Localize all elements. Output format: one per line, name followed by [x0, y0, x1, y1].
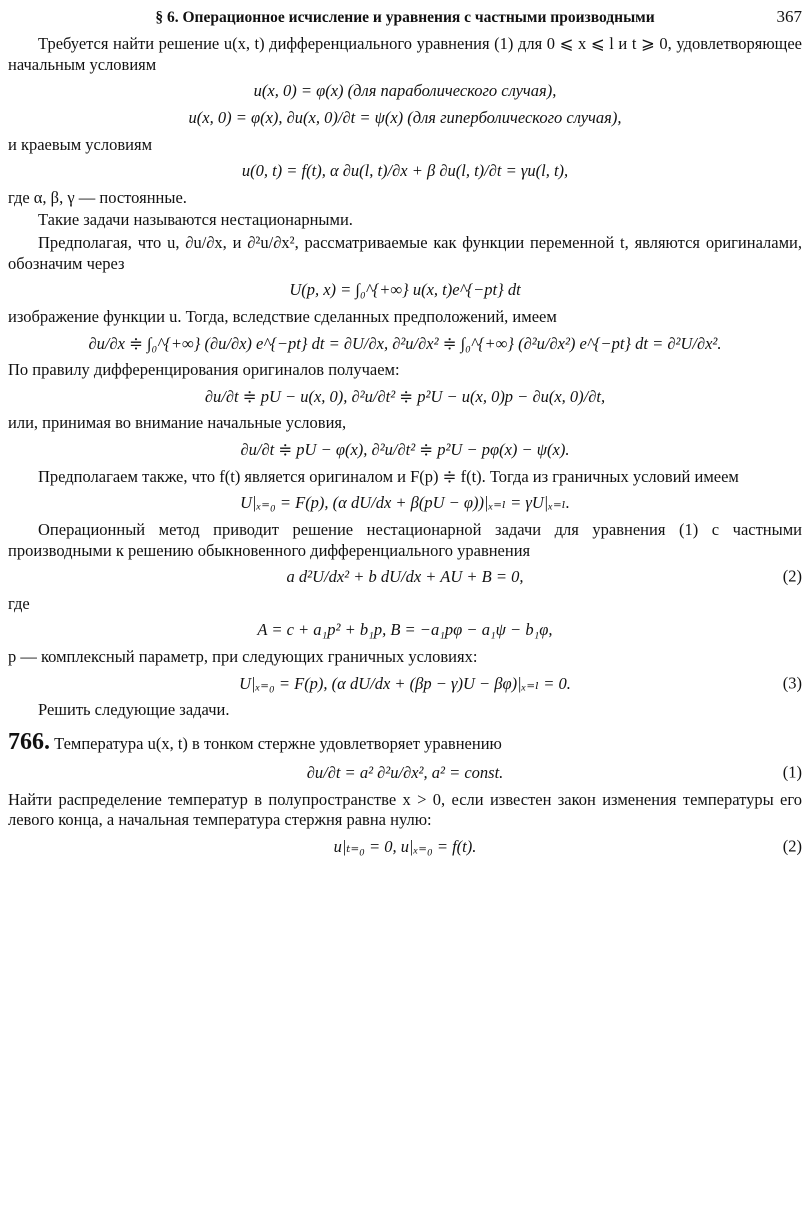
equation: [8, 440, 802, 461]
equation-text: u(0, t) = f(t), α ∂u(l, t)/∂x + β ∂u(l, t)/∂t = γu(l, t),: [241, 161, 569, 181]
equation-text: ∂u/∂t = a² ∂²u/∂x², a² = const.: [306, 762, 504, 782]
equation-text: U|ₓ₌₀ = F(p), (α dU/dx + (βp − γ)U − βφ)|ₓ₌ₗ = 0.: [239, 673, 571, 693]
equation: [8, 108, 802, 129]
paragraph: Требуется найти решение u(x, t) дифференциального уравнения (1) для 0 ⩽ x ⩽ l и t ⩾ 0, удовлетворяющее начальным условиям: [8, 34, 802, 74]
paragraph: и краевым условиям: [8, 134, 153, 154]
paragraph: Найти распределение температур в полупространстве x > 0, если известен закон изменения температуры его левого конца, а начальная температура стержня равна нулю:: [8, 789, 802, 830]
problem-number: 766.: [8, 728, 50, 755]
equation-number: (1): [782, 762, 802, 782]
equation-text: a d²U/dx² + b dU/dx + AU + B = 0,: [286, 567, 524, 587]
paragraph: Операционный метод приводит решение нестационарной задачи для уравнения (1) с частными производными к решению обыкновенного дифференциального уравнения: [8, 519, 802, 560]
equation-text: ∂u/∂t ≑ pU − φ(x), ∂²u/∂t² ≑ p²U − pφ(x) − ψ(x).: [240, 440, 570, 459]
equation-text: u(x, 0) = φ(x) (для параболического случая),: [253, 81, 557, 101]
section-title: § 6. Операционное исчисление и уравнения с частными производными: [155, 9, 655, 26]
page: [8, 4, 802, 863]
equation-number: (3): [782, 673, 802, 693]
paragraph: Предполагая, что u, ∂u/∂x, и ∂²u/∂x², рассматриваемые как функции переменной t, являются оригиналами, обозначим через: [8, 233, 802, 273]
paragraph: или, принимая во внимание начальные условия,: [8, 413, 347, 433]
equation: [8, 620, 802, 641]
paragraph: Предполагаем также, что f(t) является оригиналом и F(p) ≑ f(t). Тогда из граничных условий имеем: [38, 466, 739, 486]
equation-text: u(x, 0) = φ(x), ∂u(x, 0)/∂t = ψ(x) (для гиперболического случая),: [188, 107, 622, 127]
equation: [8, 837, 802, 858]
page-body: [8, 34, 802, 857]
page-number: 367: [776, 7, 802, 26]
equation: [8, 280, 802, 301]
equation-text: ∂u/∂t ≑ pU − u(x, 0), ∂²u/∂t² ≑ p²U − u(x, 0)p − ∂u(x, 0)/∂t,: [204, 386, 606, 406]
equation-text: u|ₜ₌₀ = 0, u|ₓ₌₀ = f(t).: [333, 836, 477, 856]
equation: [8, 161, 802, 182]
paragraph: Решить следующие задачи.: [38, 700, 230, 720]
equation-text: A = c + a₁p² + b₁p, B = −a₁pφ − a₁ψ − b₁φ,: [257, 620, 553, 640]
equation-text: ∂u/∂x ≑ ∫₀^{+∞} (∂u/∂x) e^{−pt} dt = ∂U/∂x, ∂²u/∂x² ≑ ∫₀^{+∞} (∂²u/∂x²) e^{−pt} dt = ∂²U/∂x².: [88, 333, 722, 353]
equation: [8, 387, 802, 408]
paragraph: где α, β, γ — постоянные.: [8, 187, 187, 207]
paragraph: Такие задачи называются нестационарными.: [38, 210, 353, 230]
running-header: [8, 4, 802, 34]
problem-statement: [8, 727, 802, 757]
paragraph: По правилу дифференцирования оригиналов получаем:: [8, 360, 400, 380]
equation: [8, 81, 802, 102]
equation: [8, 674, 802, 695]
equation: [8, 763, 802, 784]
equation-number: (2): [782, 836, 802, 856]
problem-text: Температура u(x, t) в тонком стержне удовлетворяет уравнению: [50, 733, 502, 753]
equation-text: U(p, x) = ∫₀^{+∞} u(x, t)e^{−pt} dt: [289, 280, 521, 300]
equation-text: U|ₓ₌₀ = F(p), (α dU/dx + β(pU − φ))|ₓ₌ₗ = γU|ₓ₌ₗ.: [240, 493, 570, 513]
paragraph: изображение функции u. Тогда, вследствие сделанных предположений, имеем: [8, 306, 557, 326]
equation: [8, 334, 802, 355]
paragraph: p — комплексный параметр, при следующих граничных условиях:: [8, 647, 478, 666]
paragraph: где: [8, 593, 30, 613]
equation-number: (2): [782, 567, 802, 587]
equation: [8, 567, 802, 588]
equation: [8, 493, 802, 514]
